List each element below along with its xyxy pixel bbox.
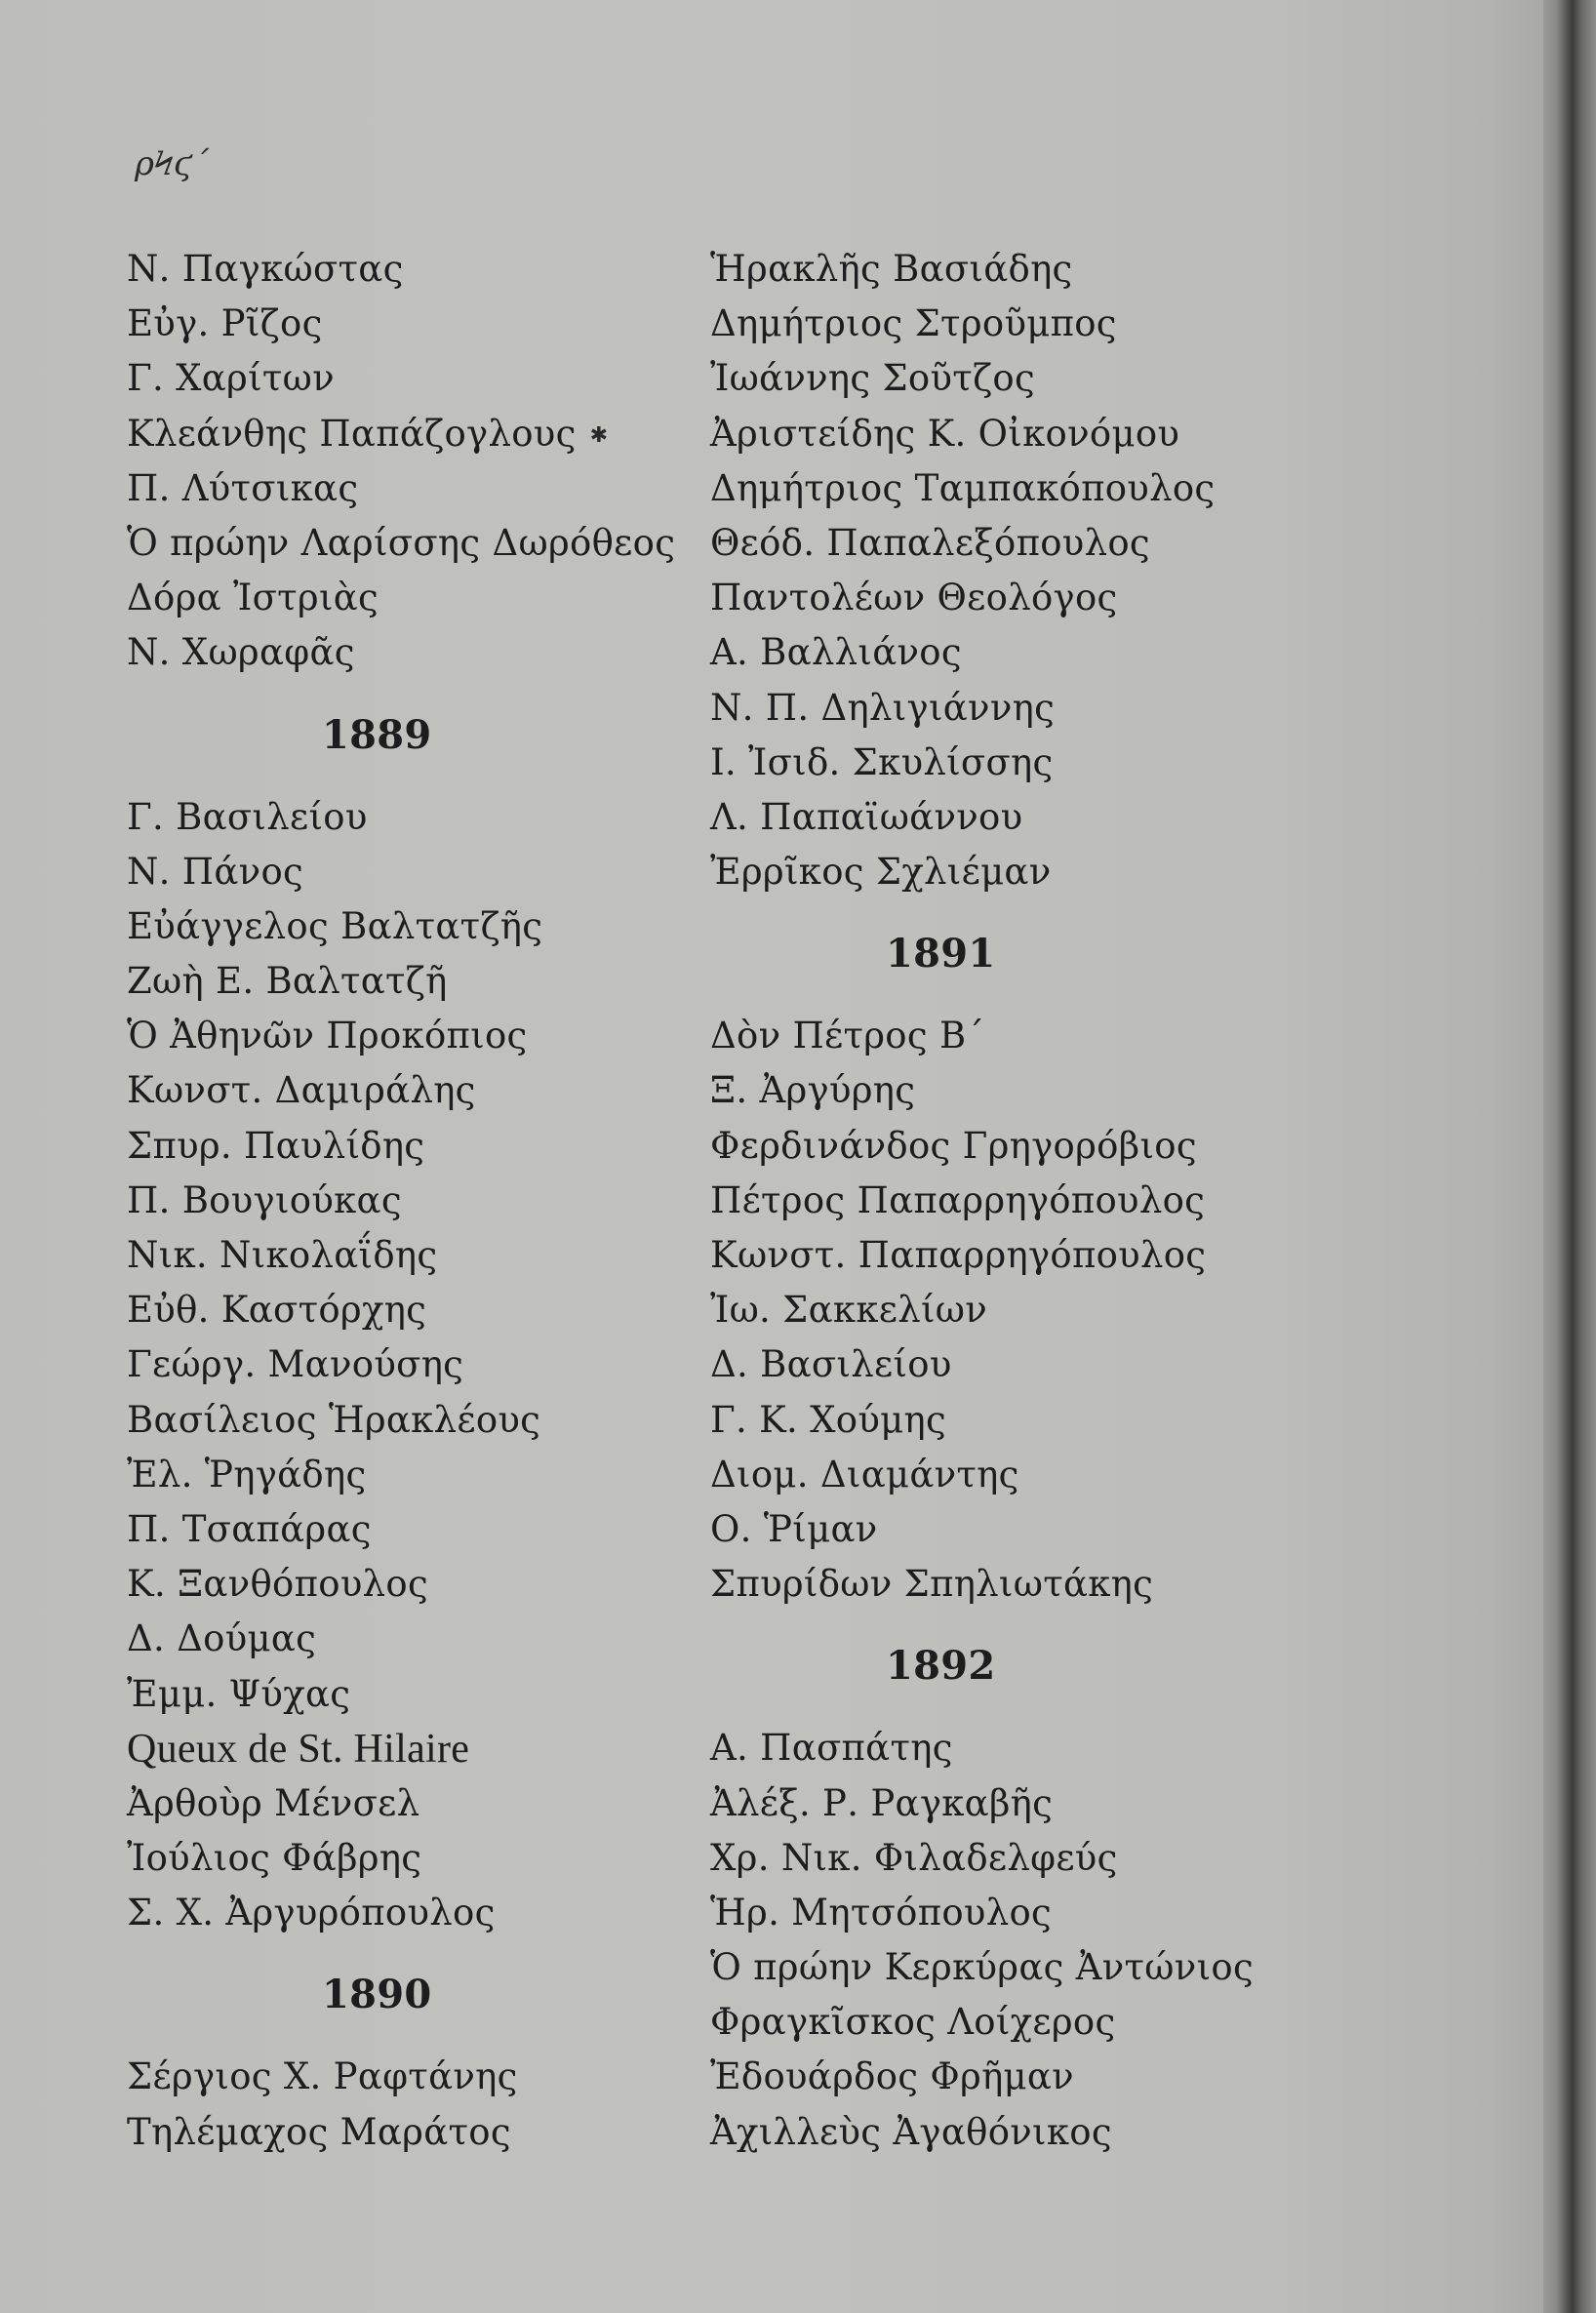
name-text: Κωνστ. Δαμιράλης [127, 1069, 476, 1112]
name-entry [710, 516, 1257, 571]
name-text: Δημήτριος Ταμπακόπουλος [710, 466, 1216, 509]
name-text: Δὸν Πέτρος Β΄ [710, 1015, 985, 1057]
name-entry [127, 1448, 673, 1502]
name-entry [710, 351, 1257, 406]
name-text: Α. Πασπάτης [710, 1727, 953, 1770]
name-text: Queux de St. Hilaire [127, 1726, 470, 1772]
name-text: Ἀχιλλεὺς Ἀγαθόνικος [710, 2110, 1112, 2153]
name-entry [710, 1721, 1257, 1775]
name-text: Γ. Κ. Χούμης [710, 1398, 947, 1441]
name-entry [127, 2105, 673, 2160]
name-entry [127, 242, 673, 297]
name-entry [127, 1393, 673, 1448]
name-text: Ἡρ. Μητσόπουλος [710, 1891, 1053, 1934]
name-text: Ἐλ. Ῥηγάδης [127, 1453, 367, 1495]
name-entry [710, 681, 1257, 736]
name-entry [710, 1337, 1257, 1392]
name-text: Σπυρίδων Σπηλιωτάκης [710, 1563, 1154, 1606]
name-entry [127, 1831, 673, 1886]
name-entry [710, 790, 1257, 845]
name-entry [710, 1448, 1257, 1502]
name-entry [710, 461, 1257, 516]
name-entry [127, 571, 673, 625]
name-entry [710, 625, 1257, 680]
name-entry [127, 1283, 673, 1337]
name-entry [710, 1174, 1257, 1228]
name-text: Σέργιος Χ. Ραφτάνης [127, 2055, 518, 2098]
name-entry [127, 1722, 673, 1776]
name-text: Ἀρθοὺρ Μένσελ [127, 1781, 420, 1824]
name-text: Νικ. Νικολαΐδης [127, 1234, 438, 1276]
name-text: Α. Βαλλιάνος [710, 631, 962, 674]
name-text: Κ. Ξανθόπουλος [127, 1563, 428, 1606]
name-entry [710, 1940, 1257, 1995]
name-text: Εὐγ. Ρῖζος [127, 302, 323, 345]
name-text: Π. Βουγιούκας [127, 1178, 402, 1221]
name-entry [127, 1174, 673, 1228]
year-heading: 1892 [886, 1643, 996, 1690]
name-text: Δόρα Ἰστριὰς [127, 577, 379, 619]
name-entry [710, 1831, 1257, 1886]
name-entry [710, 2050, 1257, 2104]
name-entry [710, 242, 1257, 297]
name-text: Ν. Π. Δηλιγιάννης [710, 686, 1056, 729]
name-entry [710, 736, 1257, 790]
name-text: Ὁ πρώην Λαρίσσης Δωρόθεος [127, 521, 676, 564]
name-text: Ν. Πάνος [127, 850, 304, 893]
name-entry [710, 571, 1257, 625]
name-entry [710, 1063, 1257, 1118]
name-text: Ξ. Ἀργύρης [710, 1069, 916, 1112]
name-text: Ο. Ῥίμαν [710, 1507, 878, 1550]
name-entry [127, 1612, 673, 1666]
left-column [127, 242, 676, 2160]
name-text: Γ. Βασιλείου [127, 795, 368, 838]
name-entry [127, 297, 673, 351]
name-text: Θεόδ. Παπαλεξόπουλος [710, 521, 1150, 564]
name-entry [710, 1995, 1257, 2050]
name-entry [127, 1228, 673, 1283]
name-entry [710, 1228, 1257, 1283]
name-entry [710, 1009, 1257, 1063]
name-entry [710, 297, 1257, 351]
name-text: Σπυρ. Παυλίδης [127, 1124, 425, 1167]
year-heading: 1890 [322, 1972, 432, 2018]
name-text: Παντολέων Θεολόγος [710, 577, 1118, 619]
name-text: Δ. Βασιλείου [710, 1343, 952, 1386]
name-entry [127, 351, 673, 406]
name-entry [127, 2050, 673, 2104]
name-entry [127, 1337, 673, 1392]
name-entry [127, 625, 673, 680]
name-text: Δ. Δούμας [127, 1617, 317, 1660]
name-text: Ἐδουάρδος Φρῆμαν [710, 2055, 1074, 2098]
book-gutter [1543, 0, 1596, 2313]
name-entry [710, 2105, 1257, 2160]
name-entry [127, 1119, 673, 1174]
name-text: Ι. Ἰσιδ. Σκυλίσσης [710, 740, 1054, 783]
name-entry [127, 845, 673, 899]
name-text: Εὐθ. Καστόρχης [127, 1289, 427, 1332]
year-heading: 1889 [322, 711, 432, 758]
name-text: Πέτρος Παπαρρηγόπουλος [710, 1178, 1206, 1221]
name-entry [127, 1063, 673, 1118]
name-text: Χρ. Νικ. Φιλαδελφεύς [710, 1836, 1118, 1879]
name-text: Δημήτριος Στροῦμπος [710, 302, 1117, 345]
name-text: Φραγκῖσκος Λοίχερος [710, 2001, 1116, 2044]
name-text: Διομ. Διαμάντης [710, 1453, 1019, 1495]
name-text: Ν. Χωραφᾶς [127, 631, 355, 674]
name-text: Ἰω. Σακκελίων [710, 1289, 988, 1332]
name-text: Ν. Παγκώστας [127, 248, 404, 290]
name-text: Γ. Χαρίτων [127, 357, 335, 400]
name-text: Σ. Χ. Ἀργυρόπουλος [127, 1892, 496, 1934]
name-text: Ζωὴ Ε. Βαλτατζῆ [127, 960, 448, 1003]
name-text: Ἰούλιος Φάβρης [127, 1837, 422, 1880]
name-text: Ἐρρῖκος Σχλιέμαν [710, 851, 1052, 894]
asterisk-mark: ✱ [589, 422, 609, 448]
name-text: Κλεάνθης Παπάζογλους [127, 412, 577, 455]
name-entry [127, 516, 676, 571]
name-entry [127, 1886, 673, 1940]
name-entry [127, 1009, 673, 1063]
name-text: Ἀλέξ. Ρ. Ραγκαβῆς [710, 1781, 1054, 1824]
name-text: Γεώργ. Μανούσης [127, 1343, 464, 1386]
name-entry [710, 1502, 1257, 1557]
name-text: Ἀριστείδης Κ. Οἰκονόμου [710, 412, 1180, 455]
right-column [710, 242, 1257, 2160]
name-text: Βασίλειος Ἡρακλέους [127, 1398, 541, 1441]
name-entry [710, 1283, 1257, 1337]
name-text: Φερδινάνδος Γρηγορόβιος [710, 1124, 1197, 1167]
name-text: Ὁ Ἀθηνῶν Προκόπιος [127, 1015, 528, 1057]
name-entry [127, 1776, 673, 1831]
page-number: ρϞϛ΄ [135, 144, 210, 183]
name-entry [710, 1557, 1257, 1612]
name-text: Ὁ πρώην Κερκύρας Ἀντώνιος [710, 1946, 1254, 1989]
name-entry [710, 845, 1257, 899]
name-text: Λ. Παπαϊωάννου [710, 795, 1023, 838]
name-text: Ἐμμ. Ψύχας [127, 1672, 351, 1715]
name-entry [127, 899, 673, 954]
name-text: Ἡρακλῆς Βασιάδης [710, 248, 1073, 290]
year-heading: 1891 [886, 931, 996, 977]
name-entry [710, 1119, 1257, 1174]
name-text: Ἰωάννης Σοῦτζος [710, 357, 1036, 400]
name-entry [127, 954, 673, 1009]
name-entry [127, 1502, 673, 1557]
name-text: Κωνστ. Παπαρρηγόπουλος [710, 1234, 1207, 1276]
name-entry [127, 1667, 673, 1722]
name-entry [710, 407, 1257, 461]
name-text: Π. Τσαπάρας [127, 1507, 372, 1550]
name-entry [127, 1557, 673, 1612]
name-text: Εὐάγγελος Βαλτατζῆς [127, 904, 543, 947]
name-entry [127, 461, 673, 516]
name-entry [710, 1886, 1257, 1940]
name-text: Τηλέμαχος Μαράτος [127, 2110, 511, 2153]
name-entry [127, 790, 673, 845]
name-text: Π. Λύτσικας [127, 466, 359, 509]
name-entry [710, 1776, 1257, 1831]
name-entry [710, 1393, 1257, 1448]
name-entry [127, 407, 673, 461]
